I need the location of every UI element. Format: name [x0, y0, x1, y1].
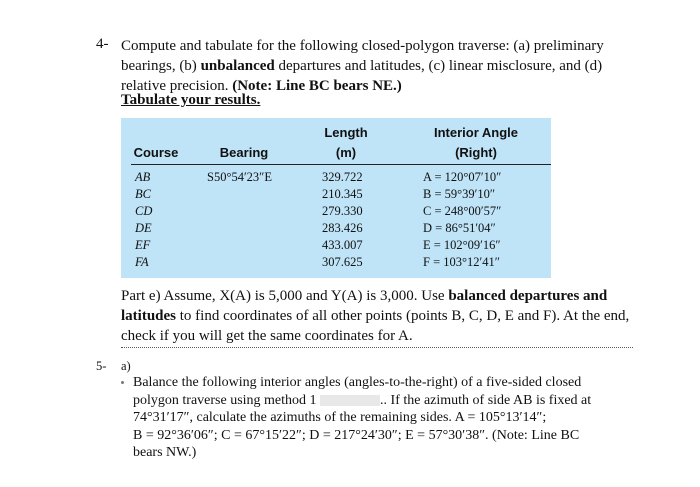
- question-4-text: [121, 36, 641, 96]
- header-right: (Right): [455, 145, 497, 160]
- q5-line-2: polygon traverse using method 1 .. If the azimuth of side AB is fixed at: [133, 392, 592, 408]
- header-interior-angle: Interior Angle: [433, 125, 519, 140]
- question-5-sub: a): [121, 359, 131, 373]
- dotted-divider: [121, 347, 633, 348]
- length-cell: 329.722: [322, 170, 363, 184]
- header-course: Course: [133, 145, 179, 160]
- course-cell: EF: [135, 238, 151, 252]
- question-5-number: 5-: [96, 359, 107, 373]
- angle-cell: D = 86°51′04″: [423, 221, 496, 235]
- length-cell: 433.007: [322, 238, 363, 252]
- q4-line-3: relative precision. (Note: Line BC bears NE.): [121, 78, 402, 94]
- tabulate-instruction: Tabulate your results.: [121, 92, 261, 108]
- angle-cell: B = 59°39′10″: [423, 187, 496, 201]
- bullet-dot: [121, 381, 124, 384]
- length-column: [322, 169, 363, 271]
- length-cell: 283.426: [322, 221, 363, 235]
- angle-cell: C = 248°00′57″: [423, 204, 502, 218]
- course-cell: AB: [135, 170, 151, 184]
- angle-cell: F = 103°12′41″: [423, 255, 500, 269]
- length-cell: 307.625: [322, 255, 363, 269]
- obscured-region: [320, 395, 380, 406]
- traverse-table: [121, 118, 551, 278]
- length-cell: 279.330: [322, 204, 363, 218]
- question-4-number: 4-: [96, 36, 109, 52]
- q4-line-2: bearings, (b) unbalanced departures and latitudes, (c) linear misclosure, and (d): [121, 58, 603, 74]
- q5-line-5: bears NW.): [133, 445, 197, 460]
- length-cell: 210.345: [322, 187, 363, 201]
- course-cell: BC: [135, 187, 151, 201]
- course-cell: FA: [135, 255, 149, 269]
- q4-line-1: Compute and tabulate for the following closed-polygon traverse: (a) preliminary: [121, 38, 604, 54]
- header-length-unit: (m): [335, 145, 357, 160]
- angle-cell: E = 102°09′16″: [423, 238, 501, 252]
- course-column: [135, 169, 152, 271]
- question-5-text: [133, 374, 643, 462]
- part-e-text: Part e) Assume, X(A) is 5,000 and Y(A) is 3,000. Use balanced departures and latitudes to find coordinates of all other points (points B, C, D, E and F). At the end, check if you will get the same coordinates for A.: [121, 288, 630, 344]
- course-cell: DE: [135, 221, 152, 235]
- q4-note: (Note: Line BC bears NE.): [232, 78, 402, 94]
- angle-column: [423, 169, 501, 271]
- bearing-column: [207, 169, 272, 186]
- header-bearing: Bearing: [219, 145, 269, 160]
- header-rule: [131, 164, 551, 165]
- q5-line-3: 74°31′17″, calculate the azimuths of the remaining sides. A = 105°13′14″;: [133, 410, 547, 425]
- balanced-term: balanced departures and latitudes: [121, 288, 608, 324]
- q5-line-1: Balance the following interior angles (angles-to-the-right) of a five-sided closed: [133, 375, 582, 390]
- course-cell: CD: [135, 204, 153, 218]
- header-length: Length: [324, 125, 368, 140]
- unbalanced-term: unbalanced: [200, 58, 275, 74]
- q5-line-4: B = 92°36′06″; C = 67°15′22″; D = 217°24′30″; E = 57°30′38″. (Note: Line BC: [133, 427, 580, 443]
- angle-cell: A = 120°07′10″: [423, 170, 502, 184]
- bearing-cell: S50°54′23″E: [207, 170, 273, 184]
